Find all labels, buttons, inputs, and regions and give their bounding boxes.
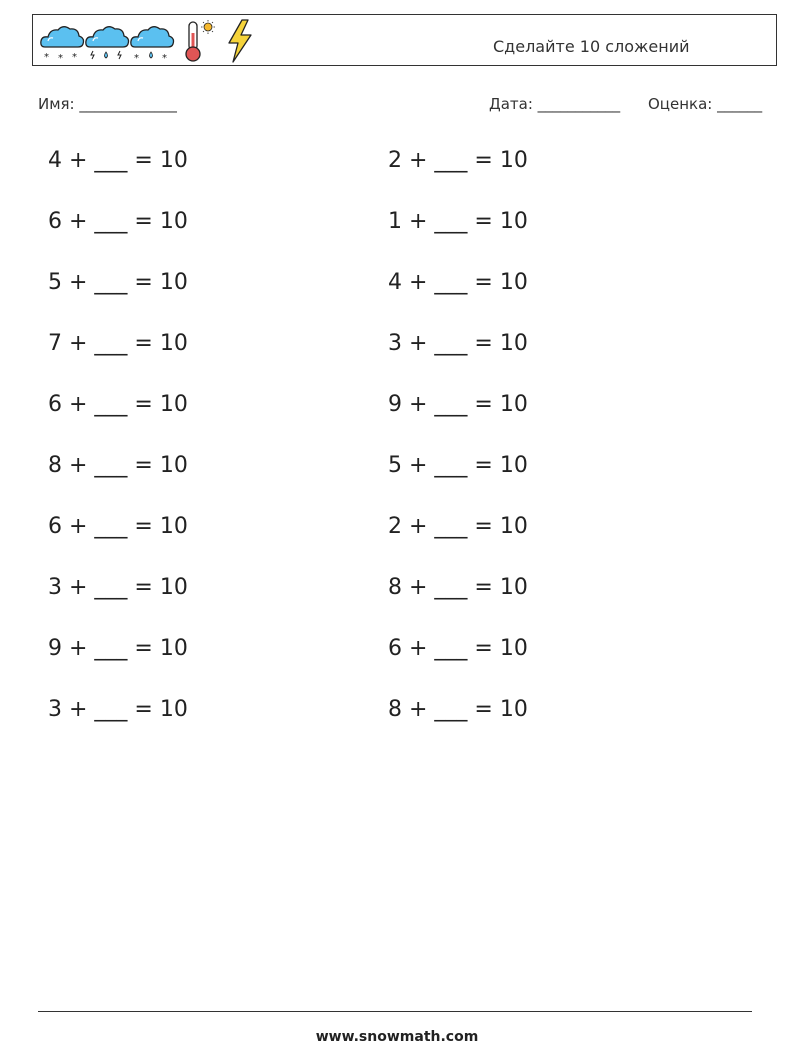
footer-divider xyxy=(38,1011,752,1012)
problem-left-4: 7 + ___ = 10 xyxy=(48,331,188,356)
problem-right-2: 1 + ___ = 10 xyxy=(388,209,528,234)
svg-text:*: * xyxy=(72,52,77,63)
problem-left-9: 9 + ___ = 10 xyxy=(48,636,188,661)
problem-right-9: 6 + ___ = 10 xyxy=(388,636,528,661)
sleet-cloud-icon xyxy=(129,19,175,63)
problem-left-3: 5 + ___ = 10 xyxy=(48,270,188,295)
problem-right-4: 3 + ___ = 10 xyxy=(388,331,528,356)
snow-cloud-icon xyxy=(39,19,85,63)
svg-text:*: * xyxy=(58,53,63,63)
svg-text:*: * xyxy=(44,52,49,63)
svg-text:*: * xyxy=(134,53,139,63)
problem-left-5: 6 + ___ = 10 xyxy=(48,392,188,417)
problem-right-10: 8 + ___ = 10 xyxy=(388,697,528,722)
worksheet-header xyxy=(32,14,777,66)
score-field: Оценка: ______ xyxy=(648,95,763,113)
problem-right-8: 8 + ___ = 10 xyxy=(388,575,528,600)
footer-site: www.snowmath.com xyxy=(315,1029,479,1045)
problem-left-6: 8 + ___ = 10 xyxy=(48,453,188,478)
problem-left-1: 4 + ___ = 10 xyxy=(48,148,188,173)
thunderstorm-cloud-icon xyxy=(84,19,130,63)
problem-left-10: 3 + ___ = 10 xyxy=(48,697,188,722)
problem-right-3: 4 + ___ = 10 xyxy=(388,270,528,295)
problem-right-6: 5 + ___ = 10 xyxy=(388,453,528,478)
lightning-bolt-icon xyxy=(225,19,255,63)
problem-left-8: 3 + ___ = 10 xyxy=(48,575,188,600)
problem-right-1: 2 + ___ = 10 xyxy=(388,148,528,173)
problem-left-7: 6 + ___ = 10 xyxy=(48,514,188,539)
problem-left-2: 6 + ___ = 10 xyxy=(48,209,188,234)
worksheet-title: Сделайте 10 сложений xyxy=(493,37,690,56)
date-field: Дата: ___________ xyxy=(489,95,621,113)
name-field: Имя: _____________ xyxy=(38,95,177,113)
problem-right-7: 2 + ___ = 10 xyxy=(388,514,528,539)
problem-right-5: 9 + ___ = 10 xyxy=(388,392,528,417)
svg-text:*: * xyxy=(162,53,167,63)
thermometer-sun-icon xyxy=(181,19,217,63)
